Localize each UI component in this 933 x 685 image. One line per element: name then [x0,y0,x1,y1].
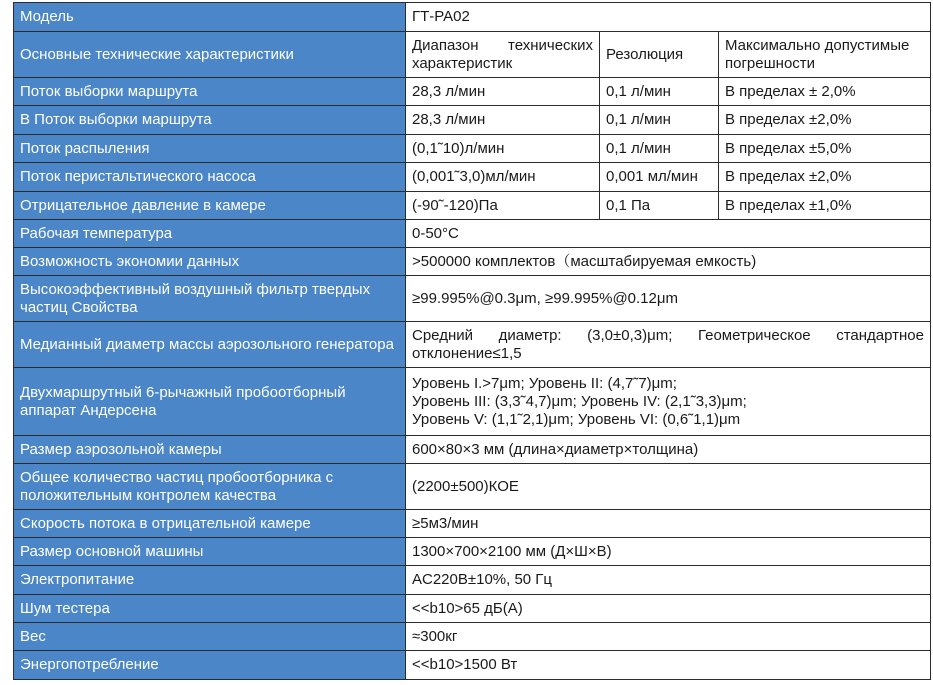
table-row [14,623,931,651]
table-row [14,276,931,322]
row-label: Размер основной машины [14,538,406,566]
row-label: Высокоэффективный воздушный фильтр твердых частиц Свойства [14,276,406,322]
row-label: Медианный диаметр массы аэрозольного генератора [14,322,406,368]
table-row [14,368,931,436]
row-label: Поток выборки маршрута [14,78,406,106]
table-row [14,651,931,680]
table-row [14,3,931,32]
table-row [14,538,931,566]
level-line: Уровень III: (3,3˜4,7)μm; Уровень IV: (2,1˜3,3)μm; [412,392,747,410]
error-cell: В пределах ±2,0% [719,106,931,135]
row-value: 600×80×3 мм (длина×диаметр×толщина) [406,436,931,464]
range-cell: 28,3 л/мин [406,78,600,106]
resolution-cell: 0,1 Па [600,192,719,220]
row-label: Двухмаршрутный 6-рычажный пробоотборный аппарат Андерсена [14,368,406,436]
range-cell: 28,3 л/мин [406,106,600,135]
row-value: Средний диаметр: (3,0±0,3)μm; Геометрическое стандартное отклонение≤1,5 [406,322,931,368]
table-row [14,595,931,623]
table-row [14,106,931,135]
table-row [14,464,931,510]
table-row [14,163,931,192]
row-value: 1300×700×2100 мм (Д×Ш×В) [406,538,931,566]
column-header-error: Максимально допустимые погрешности [719,32,931,78]
table-row [14,248,931,276]
resolution-cell: 0,001 мл/мин [600,163,719,192]
row-label: Общее количество частиц пробоотборника с положительным контролем качества [14,464,406,510]
row-label: Размер аэрозольной камеры [14,436,406,464]
row-value: ≥5м3/мин [406,510,931,538]
row-value: ≈300кг [406,623,931,651]
table-row [14,78,931,106]
table-row [14,322,931,368]
table-row [14,436,931,464]
row-value: <<b10>1500 Вт [406,651,931,680]
row-label: Возможность экономии данных [14,248,406,276]
error-cell: В пределах ±5,0% [719,135,931,163]
table-row [14,192,931,220]
column-header-resolution: Резолюция [600,32,719,78]
row-value: >500000 комплектов（масштабируемая емкость) [406,248,931,276]
row-label: Энергопотребление [14,651,406,680]
table-row [14,220,931,248]
error-cell: В пределах ± 2,0% [719,78,931,106]
range-cell: (-90˜-120)Па [406,192,600,220]
row-value [406,368,931,436]
row-label: Модель [14,3,406,32]
spec-table [13,2,931,680]
table-row [14,32,931,78]
resolution-cell: 0,1 л/мин [600,135,719,163]
range-cell: (0,1˜10)л/мин [406,135,600,163]
row-label: Отрицательное давление в камере [14,192,406,220]
range-cell: (0,001˜3,0)мл/мин [406,163,600,192]
row-value: 0-50°C [406,220,931,248]
row-label: В Поток выборки маршрута [14,106,406,135]
level-line: Уровень I.>7μm; Уровень II: (4,7˜7)μm; [412,374,677,392]
level-line: Уровень V: (1,1˜2,1)μm; Уровень VI: (0,6˜1,1)μm [412,410,741,428]
table-row [14,566,931,595]
row-label: Шум тестера [14,595,406,623]
row-label: Поток перистальтического насоса [14,163,406,192]
column-header-range: Диапазон технических характеристик [406,32,600,78]
error-cell: В пределах ±1,0% [719,192,931,220]
row-label: Основные технические характеристики [14,32,406,78]
row-label: Поток распыления [14,135,406,163]
row-value: (2200±500)КОЕ [406,464,931,510]
row-value: <<b10>65 дБ(А) [406,595,931,623]
table-row [14,510,931,538]
row-value: AC220B±10%, 50 Гц [406,566,931,595]
row-label: Скорость потока в отрицательной камере [14,510,406,538]
row-label: Рабочая температура [14,220,406,248]
resolution-cell: 0,1 л/мин [600,106,719,135]
row-value: ≥99.995%@0.3μm, ≥99.995%@0.12μm [406,276,931,322]
row-label: Вес [14,623,406,651]
row-value: ГТ-PA02 [406,3,931,32]
row-label: Электропитание [14,566,406,595]
error-cell: В пределах ±2,0% [719,163,931,192]
resolution-cell: 0,1 л/мин [600,78,719,106]
table-row [14,135,931,163]
